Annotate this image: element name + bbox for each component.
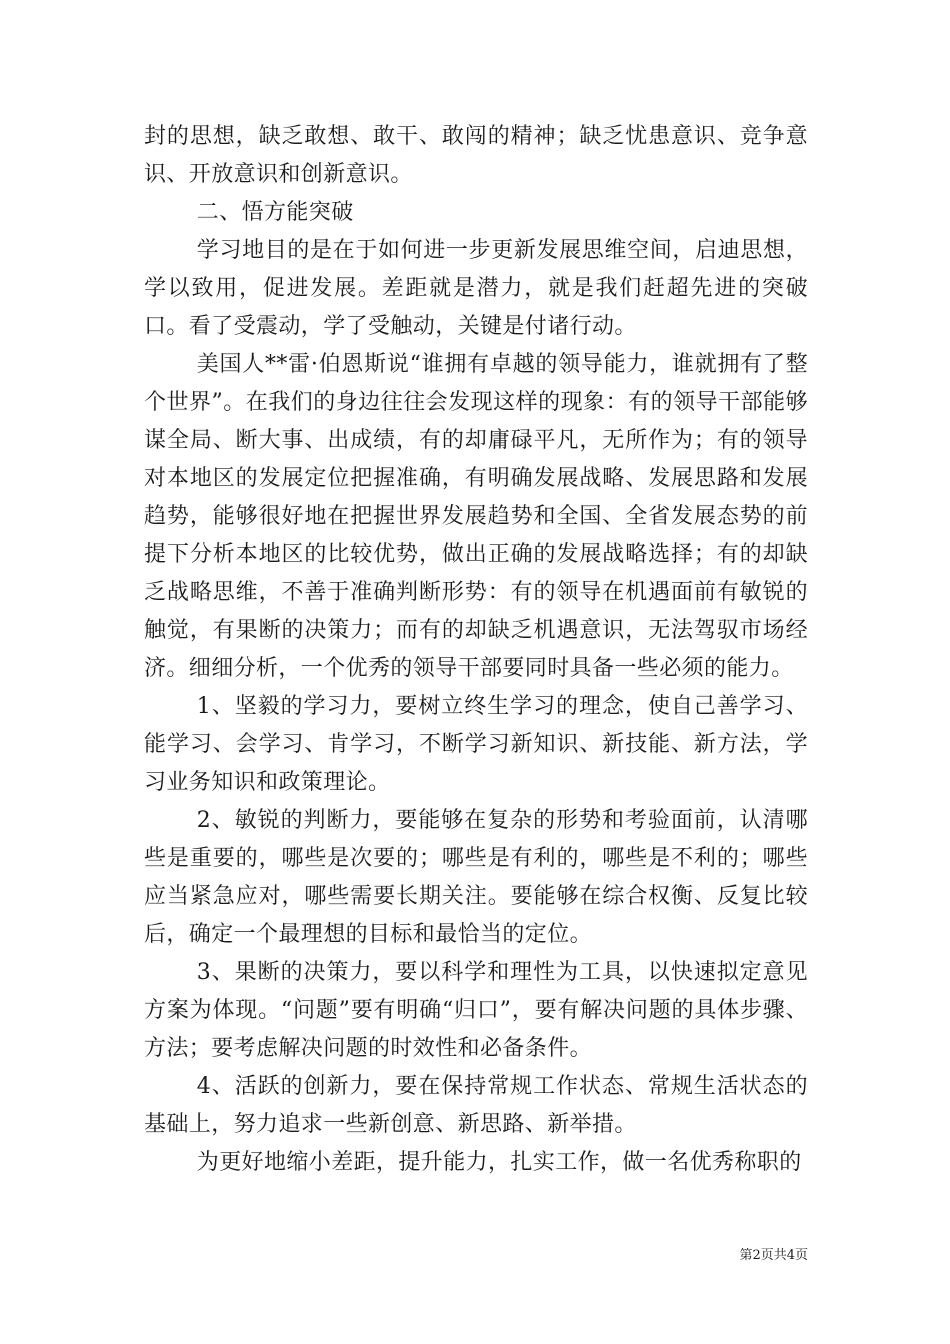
page-number: 第2页共4页 [739, 1248, 808, 1263]
document-body [144, 118, 808, 1182]
section-heading: 二、悟方能突破 [196, 200, 354, 225]
paragraph-2: 学习地目的是在于如何进一步更新发展思维空间，启迪思想，学以致用，促进发展。差距就是潜力，就是我们赶超先进的突破口。看了受震动，学了受触动，关键是付诸行动。 [144, 238, 808, 339]
paragraph-3: 美国人**雷·伯恩斯说“谁拥有卓越的领导能力，谁就拥有了整个世界”。在我们的身边往往会发现这样的现象：有的领导干部能够谋全局、断大事、出成绩，有的却庸碌平凡，无所作为；有的领导对本地区的发展定位把握准确，有明确发展战略、发展思路和发展趋势，能够很好地在把握世界发展趋势和全国、全省发展态势的前提下分析本地区的比较优势，做出正确的发展战略选择；有的却缺乏战略思维，不善于准确判断形势：有的领导在机遇面前有敏锐的触觉，有果断的决策力；而有的却缺乏机遇意识，无法驾驭市场经济。细细分析，一个优秀的领导干部要同时具备一些必须的能力。 [144, 352, 808, 681]
list-item-3: 3、果断的决策力，要以科学和理性为工具，以快速拟定意见方案为体现。“问题”要有明确“归口”，要有解决问题的具体步骤、方法；要考虑解决问题的时效性和必备条件。 [144, 960, 808, 1061]
list-item-4: 4、活跃的创新力，要在保持常规工作状态、常规生活状态的基础上，努力追求一些新创意、新思路、新举措。 [144, 1074, 808, 1137]
paragraph-1: 封的思想，缺乏敢想、敢干、敢闯的精神；缺乏忧患意识、竞争意识、开放意识和创新意识。 [144, 124, 808, 187]
list-item-2: 2、敏锐的判断力，要能够在复杂的形势和考验面前，认清哪些是重要的，哪些是次要的；哪些是有利的，哪些是不利的；哪些应当紧急应对，哪些需要长期关注。要能够在综合权衡、反复比较后，确定一个最理想的目标和最恰当的定位。 [144, 808, 808, 947]
list-item-1: 1、坚毅的学习力，要树立终生学习的理念，使自己善学习、能学习、会学习、肯学习，不断学习新知识、新技能、新方法，学习业务知识和政策理论。 [144, 694, 808, 795]
paragraph-4: 为更好地缩小差距，提升能力，扎实工作，做一名优秀称职的 [196, 1150, 802, 1175]
